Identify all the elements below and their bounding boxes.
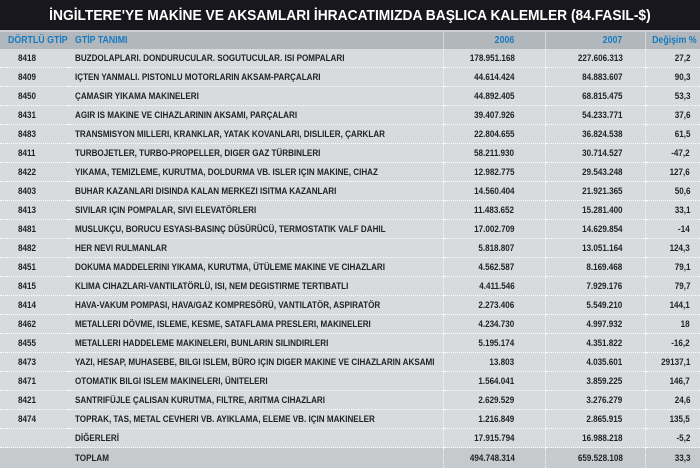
value-2006-cell <box>443 106 545 125</box>
table-row <box>0 315 700 334</box>
change-percent-cell <box>645 296 700 315</box>
value-2006: 14.560.404 <box>474 185 515 197</box>
table-row <box>0 68 700 87</box>
value-2007-cell <box>545 277 645 296</box>
header-year-2006-label: 2006 <box>494 35 515 46</box>
value-2006-cell <box>443 296 545 315</box>
value-2006-cell <box>443 277 545 296</box>
value-2007-cell <box>545 87 645 106</box>
value-2006-cell <box>443 182 545 201</box>
table-body <box>0 49 700 468</box>
value-2006-cell <box>443 239 545 258</box>
value-2006-cell <box>443 391 545 410</box>
value-2006: 2.629.529 <box>478 394 515 406</box>
gtip-description-cell <box>68 258 443 277</box>
gtip-description: SIVILAR IÇIN POMPALAR, SIVI ELEVATÖRLERI <box>75 204 257 216</box>
gtip-code-cell <box>0 372 68 391</box>
change-percent-cell <box>645 391 700 410</box>
change-percent: -16,2 <box>671 337 690 349</box>
table-row <box>0 372 700 391</box>
gtip-description: IÇTEN YANMALI. PISTONLU MOTORLARIN AKSAM-PARÇALARI <box>75 71 321 83</box>
value-2007: 68.815.475 <box>582 90 623 102</box>
value-2006-cell <box>443 87 545 106</box>
table-row <box>0 277 700 296</box>
table-header <box>0 32 700 49</box>
gtip-description-cell <box>68 68 443 87</box>
change-percent-cell <box>645 353 700 372</box>
export-table <box>0 32 700 468</box>
gtip-description: METALLERI HADDELEME MAKINELERI, BUNLARIN SILINDIRLERI <box>75 337 329 349</box>
value-2006-cell <box>443 201 545 220</box>
value-2007: 5.549.210 <box>586 299 623 311</box>
change-percent-cell <box>645 220 700 239</box>
gtip-code-cell <box>0 163 68 182</box>
change-percent: 33,3 <box>674 452 690 464</box>
value-2007-cell <box>545 182 645 201</box>
value-2007-cell <box>545 258 645 277</box>
change-percent-cell <box>645 410 700 429</box>
page-title-text: İNGİLTERE'YE MAKİNE VE AKSAMLARI İHRACATIMIZDA BAŞLICA KALEMLER (84.FASIL-$) <box>49 6 651 24</box>
gtip-code: 8483 <box>18 128 36 140</box>
value-2007: 2.865.915 <box>586 413 623 425</box>
change-percent: 18 <box>681 318 690 330</box>
table-row <box>0 144 700 163</box>
gtip-code: 8471 <box>18 375 36 387</box>
gtip-code: 8455 <box>18 337 36 349</box>
value-2006-cell <box>443 68 545 87</box>
header-year-2007 <box>545 32 645 49</box>
gtip-code: 8421 <box>18 394 36 406</box>
value-2006-cell <box>443 353 545 372</box>
table-row <box>0 334 700 353</box>
gtip-description: HER NEVI RULMANLAR <box>75 242 167 254</box>
value-2006: 17.002.709 <box>474 223 515 235</box>
value-2007: 14.629.854 <box>582 223 623 235</box>
change-percent: 127,6 <box>669 166 690 178</box>
change-percent: 50,6 <box>674 185 690 197</box>
change-percent-cell <box>645 125 700 144</box>
gtip-description-cell <box>68 144 443 163</box>
value-2007: 3.276.279 <box>586 394 623 406</box>
gtip-code-cell <box>0 334 68 353</box>
value-2006-cell <box>443 49 545 68</box>
value-2006: 58.211.930 <box>474 147 515 159</box>
value-2007-cell <box>545 201 645 220</box>
table-row <box>0 163 700 182</box>
change-percent-cell <box>645 201 700 220</box>
gtip-description: DİĞERLERİ <box>75 432 119 444</box>
gtip-description-cell <box>68 49 443 68</box>
change-percent: 37,6 <box>674 109 690 121</box>
value-2007-cell <box>545 315 645 334</box>
gtip-description: BUHAR KAZANLARI DISINDA KALAN MERKEZI ISITMA KAZANLARI <box>75 185 337 197</box>
value-2007-cell <box>545 296 645 315</box>
gtip-code: 8482 <box>18 242 36 254</box>
value-2006: 22.804.655 <box>474 128 515 140</box>
gtip-description-cell <box>68 182 443 201</box>
value-2006: 494.748.314 <box>469 452 515 464</box>
table-row <box>0 353 700 372</box>
value-2006-cell <box>443 315 545 334</box>
change-percent-cell <box>645 315 700 334</box>
value-2007: 84.883.607 <box>582 71 623 83</box>
gtip-description-cell <box>68 87 443 106</box>
gtip-code: 8481 <box>18 223 36 235</box>
value-2006: 4.411.546 <box>479 280 515 292</box>
gtip-description: OTOMATIK BILGI ISLEM MAKINELERI, ÜNITELERI <box>75 375 268 387</box>
change-percent-cell <box>645 258 700 277</box>
value-2006: 1.216.849 <box>478 413 515 425</box>
table-row <box>0 239 700 258</box>
gtip-description: ÇAMASIR YIKAMA MAKINELERI <box>75 90 199 102</box>
change-percent-cell <box>645 277 700 296</box>
value-2006: 44.892.405 <box>474 90 515 102</box>
value-2007: 54.233.771 <box>582 109 623 121</box>
gtip-code-cell <box>0 182 68 201</box>
gtip-code: 8431 <box>18 109 36 121</box>
gtip-description-cell <box>68 106 443 125</box>
table-row <box>0 391 700 410</box>
gtip-code: 8462 <box>18 318 36 330</box>
value-2007-cell <box>545 353 645 372</box>
gtip-code-cell <box>0 49 68 68</box>
page-title <box>0 0 700 30</box>
gtip-code-cell <box>0 68 68 87</box>
header-gtip-code <box>0 32 68 49</box>
change-percent-cell <box>645 68 700 87</box>
change-percent-cell <box>645 87 700 106</box>
change-percent-cell <box>645 49 700 68</box>
gtip-code: 8473 <box>18 356 36 368</box>
gtip-code: 8413 <box>18 204 36 216</box>
change-percent: -47,2 <box>671 147 690 159</box>
table-row <box>0 106 700 125</box>
gtip-description-cell <box>68 296 443 315</box>
change-percent: 53,3 <box>674 90 690 102</box>
gtip-code: 8414 <box>18 299 36 311</box>
gtip-code-cell <box>0 296 68 315</box>
value-2007: 4.351.822 <box>586 337 623 349</box>
gtip-description-cell <box>68 334 443 353</box>
gtip-code-cell <box>0 277 68 296</box>
gtip-description: KLIMA CIHAZLARI-VANTILATÖRLÜ, ISI, NEM DEGISTIRME TERTIBATLI <box>75 280 349 292</box>
gtip-code-cell <box>0 125 68 144</box>
value-2007: 659.528.108 <box>577 452 623 464</box>
gtip-code-cell <box>0 258 68 277</box>
value-2007-cell <box>545 144 645 163</box>
gtip-code: 8422 <box>18 166 36 178</box>
gtip-description: DOKUMA MADDELERINI YIKAMA, KURUTMA, ÜTÜLEME MAKINE VE CIHAZLARI <box>75 261 385 273</box>
gtip-description-cell <box>68 391 443 410</box>
gtip-description-cell <box>68 315 443 334</box>
gtip-code: 8415 <box>18 280 36 292</box>
value-2007-cell <box>545 448 645 468</box>
gtip-code-cell <box>0 410 68 429</box>
table-row <box>0 296 700 315</box>
gtip-code-cell <box>0 429 68 448</box>
value-2006: 1.564.041 <box>478 375 515 387</box>
value-2007: 29.543.248 <box>582 166 623 178</box>
change-percent: 144,1 <box>669 299 690 311</box>
value-2007: 21.921.365 <box>582 185 623 197</box>
gtip-code-cell <box>0 106 68 125</box>
gtip-code: 8450 <box>18 90 36 102</box>
change-percent-cell <box>645 372 700 391</box>
gtip-code: 8411 <box>18 147 36 159</box>
table-header-row <box>0 32 700 49</box>
value-2006: 17.915.794 <box>474 432 515 444</box>
gtip-description-cell <box>68 372 443 391</box>
value-2006: 2.273.406 <box>478 299 515 311</box>
value-2006-cell <box>443 258 545 277</box>
change-percent: 61,5 <box>674 128 690 140</box>
gtip-code-cell <box>0 220 68 239</box>
change-percent: 29137,1 <box>660 356 690 368</box>
value-2007-cell <box>545 68 645 87</box>
value-2006: 44.614.424 <box>474 71 515 83</box>
value-2006: 178.951.168 <box>469 52 515 64</box>
table-row <box>0 182 700 201</box>
change-percent: 79,1 <box>674 261 690 273</box>
value-2007: 8.169.468 <box>586 261 623 273</box>
gtip-code-cell <box>0 201 68 220</box>
header-year-2006 <box>443 32 545 49</box>
gtip-description-cell <box>68 277 443 296</box>
value-2006-cell <box>443 429 545 448</box>
change-percent: -5,2 <box>676 432 690 444</box>
gtip-code: 8403 <box>18 185 36 197</box>
gtip-description-cell <box>68 239 443 258</box>
table-row <box>0 258 700 277</box>
gtip-description: YAZI, HESAP, MUHASEBE, BILGI ISLEM, BÜRO IÇIN DIGER MAKINE VE CIHAZLARIN AKSAMI <box>75 356 435 368</box>
value-2006-cell <box>443 448 545 468</box>
value-2007: 16.988.218 <box>582 432 623 444</box>
change-percent: 27,2 <box>674 52 690 64</box>
gtip-description: AGIR IS MAKINE VE CIHAZLARININ AKSAMI, PARÇALARI <box>75 109 298 121</box>
table-row <box>0 220 700 239</box>
change-percent-cell <box>645 448 700 468</box>
gtip-description-cell <box>68 125 443 144</box>
value-2007-cell <box>545 410 645 429</box>
gtip-description: TRANSMISYON MILLERI, KRANKLAR, YATAK KOVANLARI, DISLILER, ÇARKLAR <box>75 128 385 140</box>
change-percent: 79,7 <box>674 280 690 292</box>
table-row <box>0 125 700 144</box>
value-2007-cell <box>545 106 645 125</box>
change-percent-cell <box>645 334 700 353</box>
header-year-2007-label: 2007 <box>602 35 623 46</box>
header-gtip-description-label: GTİP TANIMI <box>75 35 128 46</box>
gtip-description: METALLERI DÖVME, ISLEME, KESME, SATAFLAMA PRESLERI, MAKINELERI <box>75 318 371 330</box>
table-row <box>0 87 700 106</box>
change-percent-cell <box>645 429 700 448</box>
value-2007-cell <box>545 372 645 391</box>
value-2007-cell <box>545 429 645 448</box>
value-2006-cell <box>443 144 545 163</box>
change-percent: 33,1 <box>674 204 690 216</box>
change-percent: 124,3 <box>669 242 690 254</box>
value-2007-cell <box>545 49 645 68</box>
table-row <box>0 448 700 468</box>
table-row <box>0 429 700 448</box>
value-2006-cell <box>443 410 545 429</box>
value-2007: 3.859.225 <box>586 375 623 387</box>
gtip-description: BUZDOLAPLARI. DONDURUCULAR. SOGUTUCULAR. ISI POMPALARI <box>75 52 345 64</box>
gtip-code: 8474 <box>18 413 36 425</box>
change-percent: -14 <box>678 223 690 235</box>
gtip-description: YIKAMA, TEMIZLEME, KURUTMA, DOLDURMA VB. ISLER IÇIN MAKINE, CIHAZ <box>75 166 378 178</box>
change-percent-cell <box>645 239 700 258</box>
gtip-description: TURBOJETLER, TURBO-PROPELLER, DIGER GAZ TÜRBINLERI <box>75 147 321 159</box>
header-change-percent <box>645 32 700 49</box>
value-2006: 4.562.587 <box>478 261 515 273</box>
gtip-description-cell <box>68 429 443 448</box>
gtip-description-cell <box>68 410 443 429</box>
value-2007-cell <box>545 239 645 258</box>
gtip-description: TOPLAM <box>75 452 109 464</box>
value-2007-cell <box>545 391 645 410</box>
gtip-description-cell <box>68 220 443 239</box>
value-2007: 13.051.164 <box>582 242 623 254</box>
value-2007: 15.281.400 <box>582 204 623 216</box>
value-2007: 4.997.932 <box>586 318 623 330</box>
change-percent-cell <box>645 163 700 182</box>
value-2007-cell <box>545 220 645 239</box>
header-gtip-description <box>68 32 443 49</box>
gtip-code-cell <box>0 315 68 334</box>
table-row <box>0 201 700 220</box>
value-2007-cell <box>545 334 645 353</box>
value-2006-cell <box>443 372 545 391</box>
gtip-description: MUSLUKÇU, BORUCU ESYASI-BASINÇ DÜSÜRÜCÜ, TERMOSTATIK VALF DAHIL <box>75 223 386 235</box>
gtip-code: 8418 <box>18 52 36 64</box>
gtip-description: SANTRIFÜJLE ÇALISAN KURUTMA, FILTRE, ARITMA CIHAZLARI <box>75 394 326 406</box>
value-2006: 5.818.807 <box>478 242 515 254</box>
value-2006: 5.195.174 <box>478 337 515 349</box>
value-2006-cell <box>443 220 545 239</box>
change-percent: 135,5 <box>669 413 690 425</box>
change-percent-cell <box>645 182 700 201</box>
change-percent: 24,6 <box>674 394 690 406</box>
change-percent: 146,7 <box>669 375 690 387</box>
gtip-code-cell <box>0 87 68 106</box>
value-2007-cell <box>545 163 645 182</box>
value-2006: 13.803 <box>489 356 515 368</box>
gtip-code-cell <box>0 353 68 372</box>
gtip-code-cell <box>0 144 68 163</box>
value-2006: 11.483.652 <box>474 204 515 216</box>
value-2006: 4.234.730 <box>478 318 515 330</box>
gtip-code-cell <box>0 448 68 468</box>
value-2007: 4.035.601 <box>586 356 623 368</box>
header-change-percent-label: Değişim % <box>651 35 697 46</box>
change-percent: 90,3 <box>674 71 690 83</box>
value-2007-cell <box>545 125 645 144</box>
value-2006-cell <box>443 163 545 182</box>
value-2006: 12.982.775 <box>474 166 515 178</box>
gtip-code: 8409 <box>18 71 36 83</box>
value-2007: 227.606.313 <box>577 52 623 64</box>
gtip-description-cell <box>68 201 443 220</box>
gtip-description-cell <box>68 448 443 468</box>
change-percent-cell <box>645 144 700 163</box>
gtip-code-cell <box>0 391 68 410</box>
gtip-description-cell <box>68 353 443 372</box>
header-gtip-code-label: DÖRTLÜ GTİP <box>8 35 68 46</box>
gtip-code-cell <box>0 239 68 258</box>
value-2007: 7.929.176 <box>586 280 623 292</box>
table-row <box>0 410 700 429</box>
value-2007: 36.824.538 <box>582 128 623 140</box>
gtip-code: 8451 <box>18 261 36 273</box>
table-row <box>0 49 700 68</box>
value-2006-cell <box>443 125 545 144</box>
gtip-description-cell <box>68 163 443 182</box>
value-2006: 39.407.926 <box>474 109 515 121</box>
gtip-description: TOPRAK, TAS, METAL CEVHERI VB. AYIKLAMA, ELEME VB. IÇIN MAKINELER <box>75 413 375 425</box>
value-2006-cell <box>443 334 545 353</box>
value-2007: 30.714.527 <box>582 147 623 159</box>
gtip-description: HAVA-VAKUM POMPASI, HAVA/GAZ KOMPRESÖRÜ, VANTILATÖR, ASPIRATÖR <box>75 299 381 311</box>
change-percent-cell <box>645 106 700 125</box>
